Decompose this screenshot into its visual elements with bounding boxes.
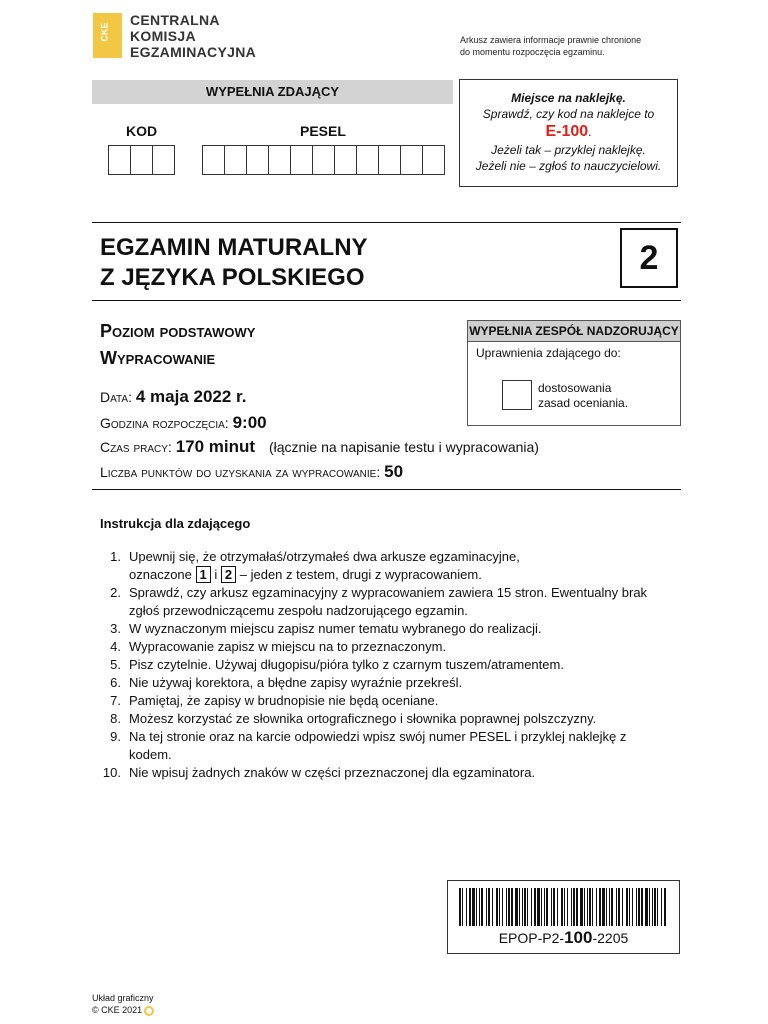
instruction-text: Nie używaj korektora, a błędne zapisy wyraźnie przekreśl. — [129, 675, 463, 690]
exam-duration — [100, 438, 539, 456]
adaptation-label — [538, 381, 628, 411]
duration-note: (łącznie na napisanie testu i wypracowania) — [268, 439, 539, 455]
instruction-text: – jeden z testem, drugi z wypracowaniem. — [239, 567, 482, 582]
exam-title-line2: Z JĘZYKA POLSKIEGO — [100, 264, 365, 291]
part-number: 2 — [620, 228, 678, 288]
barcode-prefix: EPOP-P2- — [498, 930, 565, 946]
date-value: 4 maja 2022 r. — [135, 387, 247, 406]
instruction-text: Możesz korzystać ze słownika ortograficznego i słownika poprawnej polszczyzny. — [129, 711, 597, 726]
footer — [92, 992, 154, 1016]
instruction-item: 2. Sprawdź, czy arkusz egzaminacyjny z wypracowaniem zawiera 15 stron. Ewentualny brak zgłoś przewodniczącemu zespołu nadzorującego egzamin. — [92, 584, 652, 620]
entitlement-text: Uprawnienia zdającego do: — [476, 346, 621, 360]
pesel-label: PESEL — [300, 123, 346, 139]
start-value: 9:00 — [232, 413, 267, 432]
points-label: Liczba punktów do uzyskania za wypracowanie: — [100, 464, 381, 480]
instruction-text: Pisz czytelnie. Używaj długopisu/pióra tylko z czarnym tuszem/atramentem. — [129, 657, 564, 672]
footer-line1: Układ graficzny — [92, 993, 154, 1003]
instruction-item: 4. Wypracowanie zapisz w miejscu na to przeznaczonym. — [110, 639, 447, 654]
duration-label: Czas pracy: — [100, 439, 172, 455]
instruction-item: 10. Nie wpisuj żadnych znaków w części przeznaczonej dla egzaminatora. — [102, 765, 536, 780]
instruction-item: 5. Pisz czytelnie. Używaj długopisu/pióra tylko z czarnym tuszem/atramentem. — [110, 657, 564, 672]
adaptation-checkbox[interactable] — [502, 380, 532, 410]
exam-title — [100, 233, 368, 293]
instruction-text: Upewnij się, że otrzymałaś/otrzymałeś dwa arkusze egzaminacyjne, — [129, 549, 520, 564]
kod-input[interactable] — [108, 145, 175, 175]
pesel-input[interactable] — [202, 145, 445, 175]
barcode-icon — [459, 888, 669, 926]
kod-label: KOD — [126, 123, 158, 139]
logo-line: EGZAMINACYJNA — [130, 44, 257, 60]
cke-logo-mark — [93, 13, 122, 58]
instruction-text: Nie wpisuj żadnych znaków w części przeznaczonej dla egzaminatora. — [129, 765, 536, 780]
instruction-item: 9. Na tej stronie oraz na karcie odpowiedzi wpisz swój numer PESEL i przyklej naklejkę z kodem. — [92, 728, 652, 764]
sticker-line2: Jeżeli tak – przyklej naklejkę. — [491, 143, 646, 157]
exam-date — [100, 388, 246, 406]
barcode-label — [447, 928, 680, 948]
sticker-code: E-100 — [545, 123, 589, 140]
points-value: 50 — [384, 462, 404, 481]
exam-points — [100, 463, 403, 481]
exam-start — [100, 414, 267, 432]
instructions-title: Instrukcja dla zdającego — [100, 516, 251, 531]
instruction-item: 6. Nie używaj korektora, a błędne zapisy wyraźnie przekreśl. — [110, 675, 463, 690]
logo-mark-text: CKE — [99, 22, 110, 42]
barcode-code: 100 — [564, 928, 593, 947]
logo-line: KOMISJA — [130, 28, 196, 44]
sheet-number-2: 2 — [221, 566, 236, 583]
level-text: Poziom podstawowy — [100, 321, 256, 341]
instruction-text: Wypracowanie zapisz w miejscu na to przeznaczonym. — [129, 639, 447, 654]
examinee-section-title: WYPEŁNIA ZDAJĄCY — [92, 80, 453, 104]
adaptation-line2: zasad oceniania. — [538, 396, 629, 410]
instruction-text: W wyznaczonym miejscu zapisz numer tematu wybranego do realizacji. — [129, 621, 542, 636]
notice-line: Arkusz zawiera informacje prawnie chronione — [460, 35, 642, 45]
divider — [92, 489, 681, 490]
barcode-suffix: -2205 — [592, 930, 629, 946]
sticker-title: Miejsce na naklejkę. — [511, 91, 626, 105]
instruction-text: Sprawdź, czy arkusz egzaminacyjny z wypracowaniem zawiera 15 stron. Ewentualny brak zgłoś przewodniczącemu zespołu nadzorującego egzamin. — [129, 585, 648, 618]
instruction-text: Na tej stronie oraz na karcie odpowiedzi wpisz swój numer PESEL i przyklej naklejkę z kodem. — [129, 729, 627, 762]
legal-notice — [460, 34, 690, 58]
notice-line: do momentu rozpoczęcia egzaminu. — [460, 47, 605, 57]
divider — [92, 222, 681, 223]
logo-line: CENTRALNA — [130, 12, 220, 28]
logo-text — [130, 12, 256, 60]
date-label: Data: — [100, 389, 132, 405]
instruction-item: 1. Upewnij się, że otrzymałaś/otrzymałeś dwa arkusze egzaminacyjne, oznaczone 1 i 2 – jeden z testem, drugi z wypracowaniem. — [110, 549, 520, 582]
sticker-line3: Jeżeli nie – zgłoś to nauczycielowi. — [475, 159, 662, 173]
footer-line2: © CKE 2021 — [92, 1005, 143, 1015]
divider — [92, 300, 681, 301]
instruction-item: 8. Możesz korzystać ze słownika ortograficznego i słownika poprawnej polszczyzny. — [110, 711, 597, 726]
instruction-text: Pamiętaj, że zapisy w brudnopisie nie będą oceniane. — [129, 693, 439, 708]
duration-value: 170 minut — [175, 437, 256, 456]
type-text: Wypracowanie — [100, 348, 216, 368]
sheet-number-1: 1 — [196, 566, 211, 583]
exam-level — [100, 318, 255, 372]
instruction-text: i — [214, 567, 218, 582]
sticker-placeholder[interactable]: Miejsce na naklejkę. Sprawdź, czy kod na naklejce to E-100. Jeżeli tak – przyklej naklejkę. Jeżeli nie – zgłoś to nauczycielowi. — [459, 79, 678, 187]
supervisors-title: WYPEŁNIA ZESPÓŁ NADZORUJĄCY — [468, 321, 680, 342]
instruction-item: 7. Pamiętaj, że zapisy w brudnopisie nie będą oceniane. — [110, 693, 439, 708]
start-label: Godzina rozpoczęcia: — [100, 415, 229, 431]
cke-dot-icon — [144, 1006, 154, 1016]
sticker-line1: Sprawdź, czy kod na naklejce to — [482, 107, 655, 121]
exam-title-line1: EGZAMIN MATURALNY — [100, 234, 368, 261]
instruction-item: 3. W wyznaczonym miejscu zapisz numer tematu wybranego do realizacji. — [110, 621, 542, 636]
instruction-text: oznaczone — [129, 567, 192, 582]
instructions-list — [92, 548, 652, 782]
adaptation-line1: dostosowania — [538, 381, 612, 395]
